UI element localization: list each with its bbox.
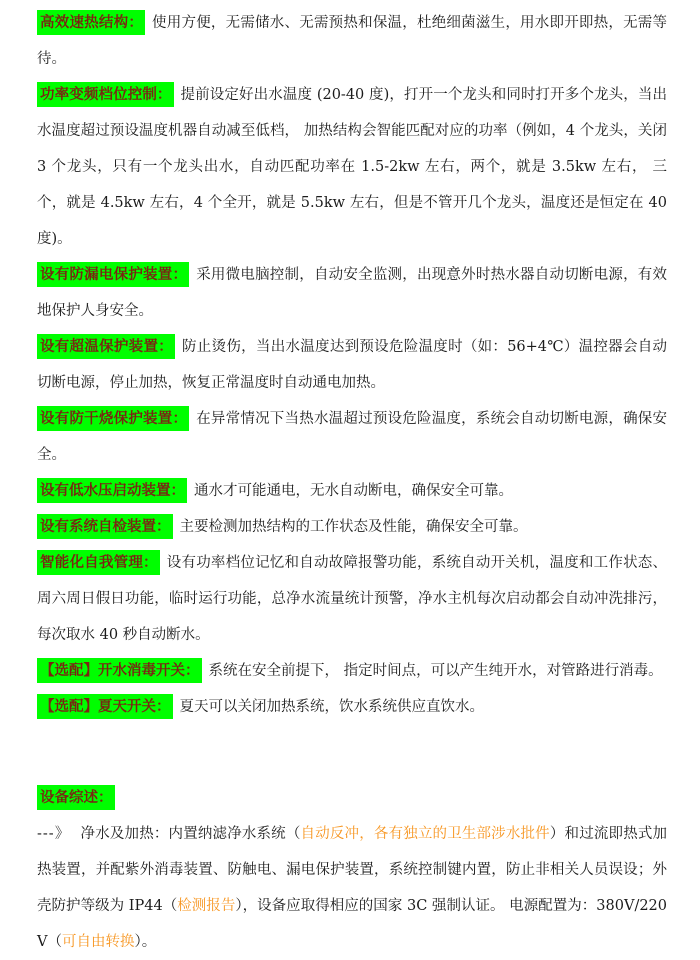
- feature-body: 系统在安全前提下， 指定时间点，可以产生纯开水，对管路进行消毒。: [208, 663, 663, 679]
- feature-heading-highlight: 设有防漏电保护装置：: [37, 262, 189, 287]
- summary-segment-orange: 检测报告: [177, 898, 236, 914]
- feature-body: 通水才可能通电，无水自动断电，确保安全可靠。: [194, 483, 513, 499]
- feature-paragraph: [37, 473, 667, 509]
- summary-segment: ），设备应取得相应的国家 3C 强制认证。 电源配置为：380V/220V（: [37, 898, 668, 950]
- feature-heading-highlight: 【选配】夏天开关：: [37, 694, 173, 719]
- summary-paragraph: [37, 816, 667, 960]
- feature-body: 在异常情况下当热水温超过预设危险温度，系统会自动切断电源，确保安全。: [37, 411, 668, 463]
- feature-heading-highlight: 功率变频档位控制：: [37, 82, 174, 107]
- feature-heading-highlight: 【选配】开水消毒开关：: [37, 658, 202, 683]
- arrow-marker: ---》: [37, 826, 71, 842]
- summary-segment-orange: 自动反冲，各有独立的卫生部涉水批件: [300, 826, 550, 842]
- feature-paragraph: [37, 329, 667, 401]
- feature-paragraph: [37, 509, 667, 545]
- feature-paragraph: [37, 401, 667, 473]
- summary-segment: 净水及加热：内置纳滤净水系统（: [80, 826, 301, 842]
- feature-body: 提前设定好出水温度 (20-40 度)，打开一个龙头和同时打开多个龙头，当出水温度超过预设温度机器自动减至低档， 加热结构会智能匹配对应的功率（例如，4 个龙头，关闭 3 个龙头，只有一个龙头出水，自动匹配功率在 1.5-2kw 左右，两个，就是 3.5kw 左右， 三个，就是 4.5kw 左右，4 个全开，就是 5.5kw 左右，但是不管开几个龙头，温度还是恒定在 40 度)。: [37, 87, 667, 247]
- feature-heading-highlight: 设有防干烧保护装置：: [37, 406, 189, 431]
- feature-heading-highlight: 高效速热结构：: [37, 10, 145, 35]
- feature-body: 防止烫伤，当出水温度达到预设危险温度时（如：56+4℃）温控器会自动切断电源，停止加热，恢复正常温度时自动通电加热。: [37, 339, 668, 391]
- feature-paragraph: [37, 5, 667, 77]
- feature-body: 主要检测加热结构的工作状态及性能，确保安全可靠。: [179, 519, 528, 535]
- summary-section-title: [37, 780, 667, 816]
- feature-paragraph: [37, 689, 667, 725]
- feature-heading-highlight: 智能化自我管理：: [37, 550, 160, 575]
- feature-body: 设有功率档位记忆和自动故障报警功能，系统自动开关机，温度和工作状态、周六周日假日功能，临时运行功能，总净水流量统计预警，净水主机每次启动都会自动冲洗排污， 每次取水 40 秒自动断水。: [37, 555, 668, 643]
- feature-paragraph: [37, 77, 667, 257]
- feature-paragraph: [37, 653, 667, 689]
- feature-heading-highlight: 设有低水压启动装置：: [37, 478, 187, 503]
- feature-body: 采用微电脑控制，自动安全监测，出现意外时热水器自动切断电源，有效地保护人身安全。: [37, 267, 668, 319]
- feature-paragraph: [37, 257, 667, 329]
- summary-segment: ）。: [134, 934, 157, 950]
- feature-heading-highlight: 设有超温保护装置：: [37, 334, 175, 359]
- feature-heading-highlight: 设有系统自检装置：: [37, 514, 173, 539]
- feature-body: 夏天可以关闭加热系统，饮水系统供应直饮水。: [179, 699, 484, 715]
- summary-segment: ）和过流即热式加热装置，并配紫外消毒装置、防触电、漏电保护装置，系统控制键内置，防止非相关人员误设；外壳防护等级为 IP44（: [37, 826, 668, 914]
- feature-paragraph: [37, 545, 667, 653]
- feature-body: 使用方便，无需储水、无需预热和保温，杜绝细菌滋生，用水即开即热，无需等待。: [37, 15, 668, 67]
- summary-heading-highlight: 设备综述：: [37, 785, 115, 810]
- summary-segment-orange: 可自由转换: [61, 934, 135, 950]
